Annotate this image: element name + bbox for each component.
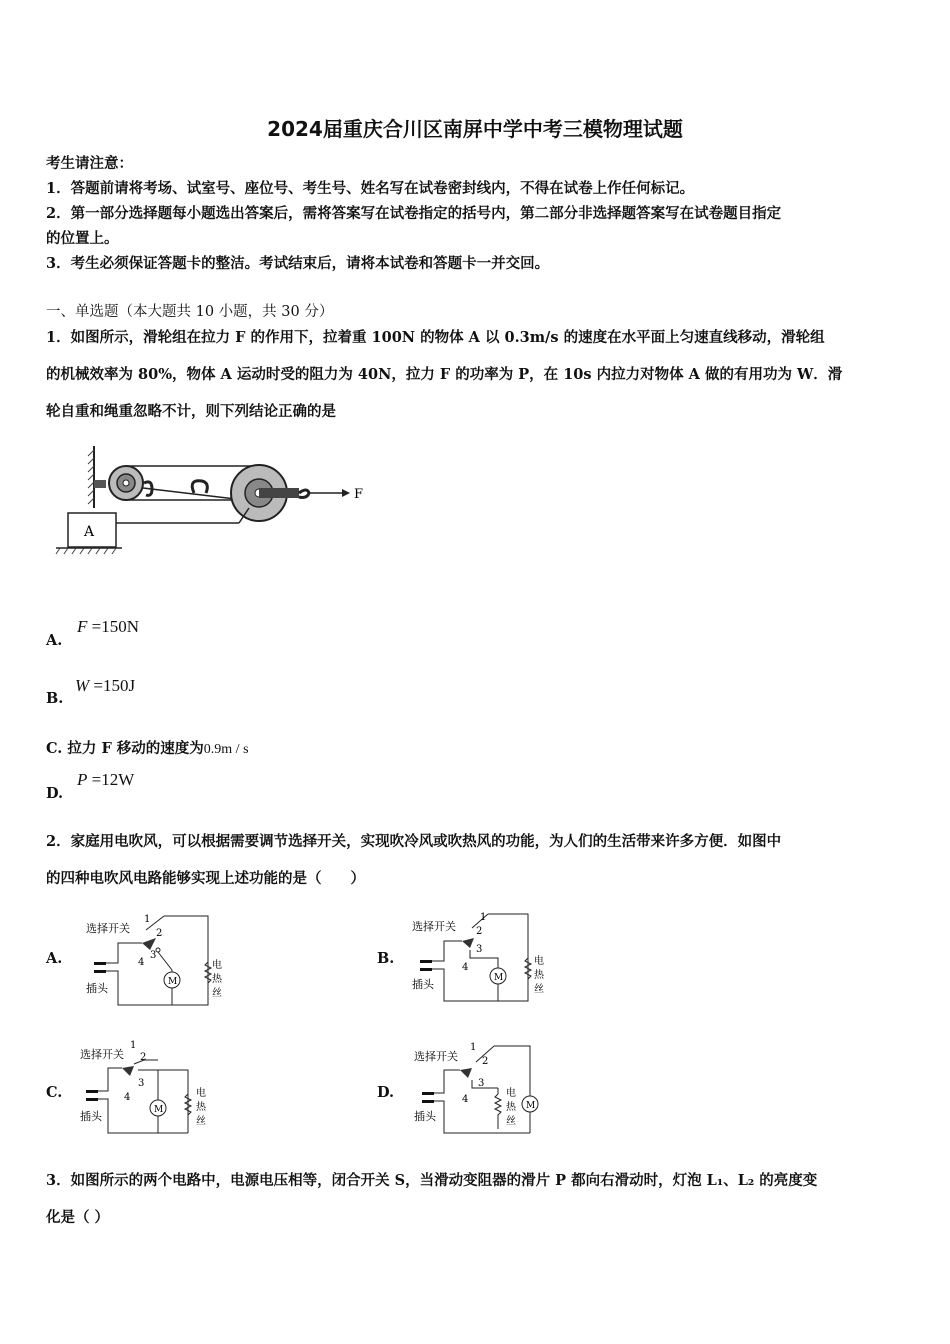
switch-label: 选择开关 [414,1050,458,1063]
question-1-line: 的机械效率为 80%，物体 A 运动时受的阻力为 40N，拉力 F 的功率为 P，在 10s 内拉力对物体 A 做的有用功为 W．滑 [46,366,843,383]
formula-variable: W [75,676,90,695]
option-label[interactable]: B. [46,690,64,707]
heater-char: 电 [212,960,222,971]
option-label[interactable]: B. [377,950,395,967]
heater-char: 丝 [506,1116,516,1127]
heater-char: 热 [534,970,544,981]
motor-label: M [494,973,504,983]
question-1-line: 轮自重和绳重忽略不计，则下列结论正确的是 [46,403,336,420]
terminal-number: 3 [478,1078,485,1089]
circuit-c [78,1038,238,1138]
plug-label: 插头 [86,982,108,995]
terminal-number: 4 [462,1094,469,1105]
motor-label: M [526,1101,536,1111]
terminal-number: 2 [156,928,163,939]
terminal-number: 1 [480,912,487,923]
notice-item: 3．考生必须保证答题卡的整洁。考试结束后，请将本试卷和答题卡一并交回。 [46,255,550,272]
terminal-number: 4 [462,962,469,973]
section-heading: 一、单选题（本大题共 10 小题，共 30 分） [46,304,334,320]
notice-item: 2．第一部分选择题每小题选出答案后，需将答案写在试卷指定的括号内，第二部分非选择题答案写在试卷题目指定 [46,205,782,222]
terminal-number: 2 [476,926,483,937]
option-label: C. [46,740,63,757]
option-c[interactable] [46,737,249,758]
page-title: 2024届重庆合川区南屏中学中考三模物理试题 [267,117,683,141]
circuit-a [84,910,244,1010]
circuit-d [412,1038,572,1138]
terminal-number: 3 [138,1078,145,1089]
plug-label: 插头 [412,978,434,991]
heater-char: 丝 [212,988,222,999]
pulley-figure [44,438,374,558]
switch-label: 选择开关 [412,920,456,933]
notice-item: 1．答题前请将考场、试室号、座位号、考生号、姓名写在试卷密封线内，不得在试卷上作任何标记。 [46,180,695,197]
heater-char: 热 [212,974,222,985]
terminal-number: 3 [476,944,483,955]
motor-label: M [168,977,178,987]
heater-char: 热 [196,1102,206,1113]
notice-item: 的位置上。 [46,230,119,247]
plug-label: 插头 [414,1110,436,1123]
terminal-number: 2 [482,1056,489,1067]
motor-label: M [154,1105,164,1115]
plug-label: 插头 [80,1110,102,1123]
heater-char: 电 [506,1088,516,1099]
option-text: 拉力 F 移动的速度为 [67,740,204,757]
heater-char: 电 [534,956,544,967]
heater-char: 电 [196,1088,206,1099]
question-2-line: 的四种电吹风电路能够实现上述功能的是（ ） [46,870,365,887]
option-label[interactable]: A. [46,632,63,649]
formula-value: =150N [91,617,140,636]
heater-char: 丝 [196,1116,206,1127]
option-label[interactable]: A. [46,950,63,967]
circuit-b [410,906,570,1006]
formula-value: =12W [91,770,135,789]
terminal-number: 4 [138,957,145,968]
question-3-line: 3．如图所示的两个电路中，电源电压相等，闭合开关 S，当滑动变阻器的滑片 P 都向右滑动时，灯泡 L₁、L₂ 的亮度变 [46,1172,818,1189]
terminal-number: 3 [150,950,157,961]
formula-variable: P [77,770,88,789]
force-label: F [354,487,364,502]
formula-value: =150J [93,676,136,695]
heater-char: 热 [506,1102,516,1113]
block-label: A [84,524,95,540]
switch-label: 选择开关 [80,1048,124,1061]
question-3-line: 化是（ ） [46,1209,110,1226]
option-label[interactable]: C. [46,1084,63,1101]
question-2-line: 2．家庭用电吹风，可以根据需要调节选择开关，实现吹冷风或吹热风的功能，为人们的生活带来许多方便．如图中 [46,833,782,850]
option-label[interactable]: D. [46,785,64,802]
option-a-formula[interactable] [77,617,139,637]
option-value: 0.9m / s [203,742,249,757]
terminal-number: 1 [144,914,151,925]
terminal-number: 1 [470,1042,477,1053]
terminal-number: 4 [124,1092,131,1103]
terminal-number: 1 [130,1040,137,1051]
terminal-number: 2 [140,1052,147,1063]
question-1-line: 1．如图所示，滑轮组在拉力 F 的作用下，拉着重 100N 的物体 A 以 0.3m/s 的速度在水平面上匀速直线移动，滑轮组 [46,329,825,346]
option-label[interactable]: D. [377,1084,395,1101]
formula-variable: F [77,617,88,636]
option-d-formula[interactable] [77,770,134,790]
notice-heading: 考生请注意： [46,155,133,172]
option-b-formula[interactable] [75,676,135,696]
heater-char: 丝 [534,984,544,995]
switch-label: 选择开关 [86,922,130,935]
